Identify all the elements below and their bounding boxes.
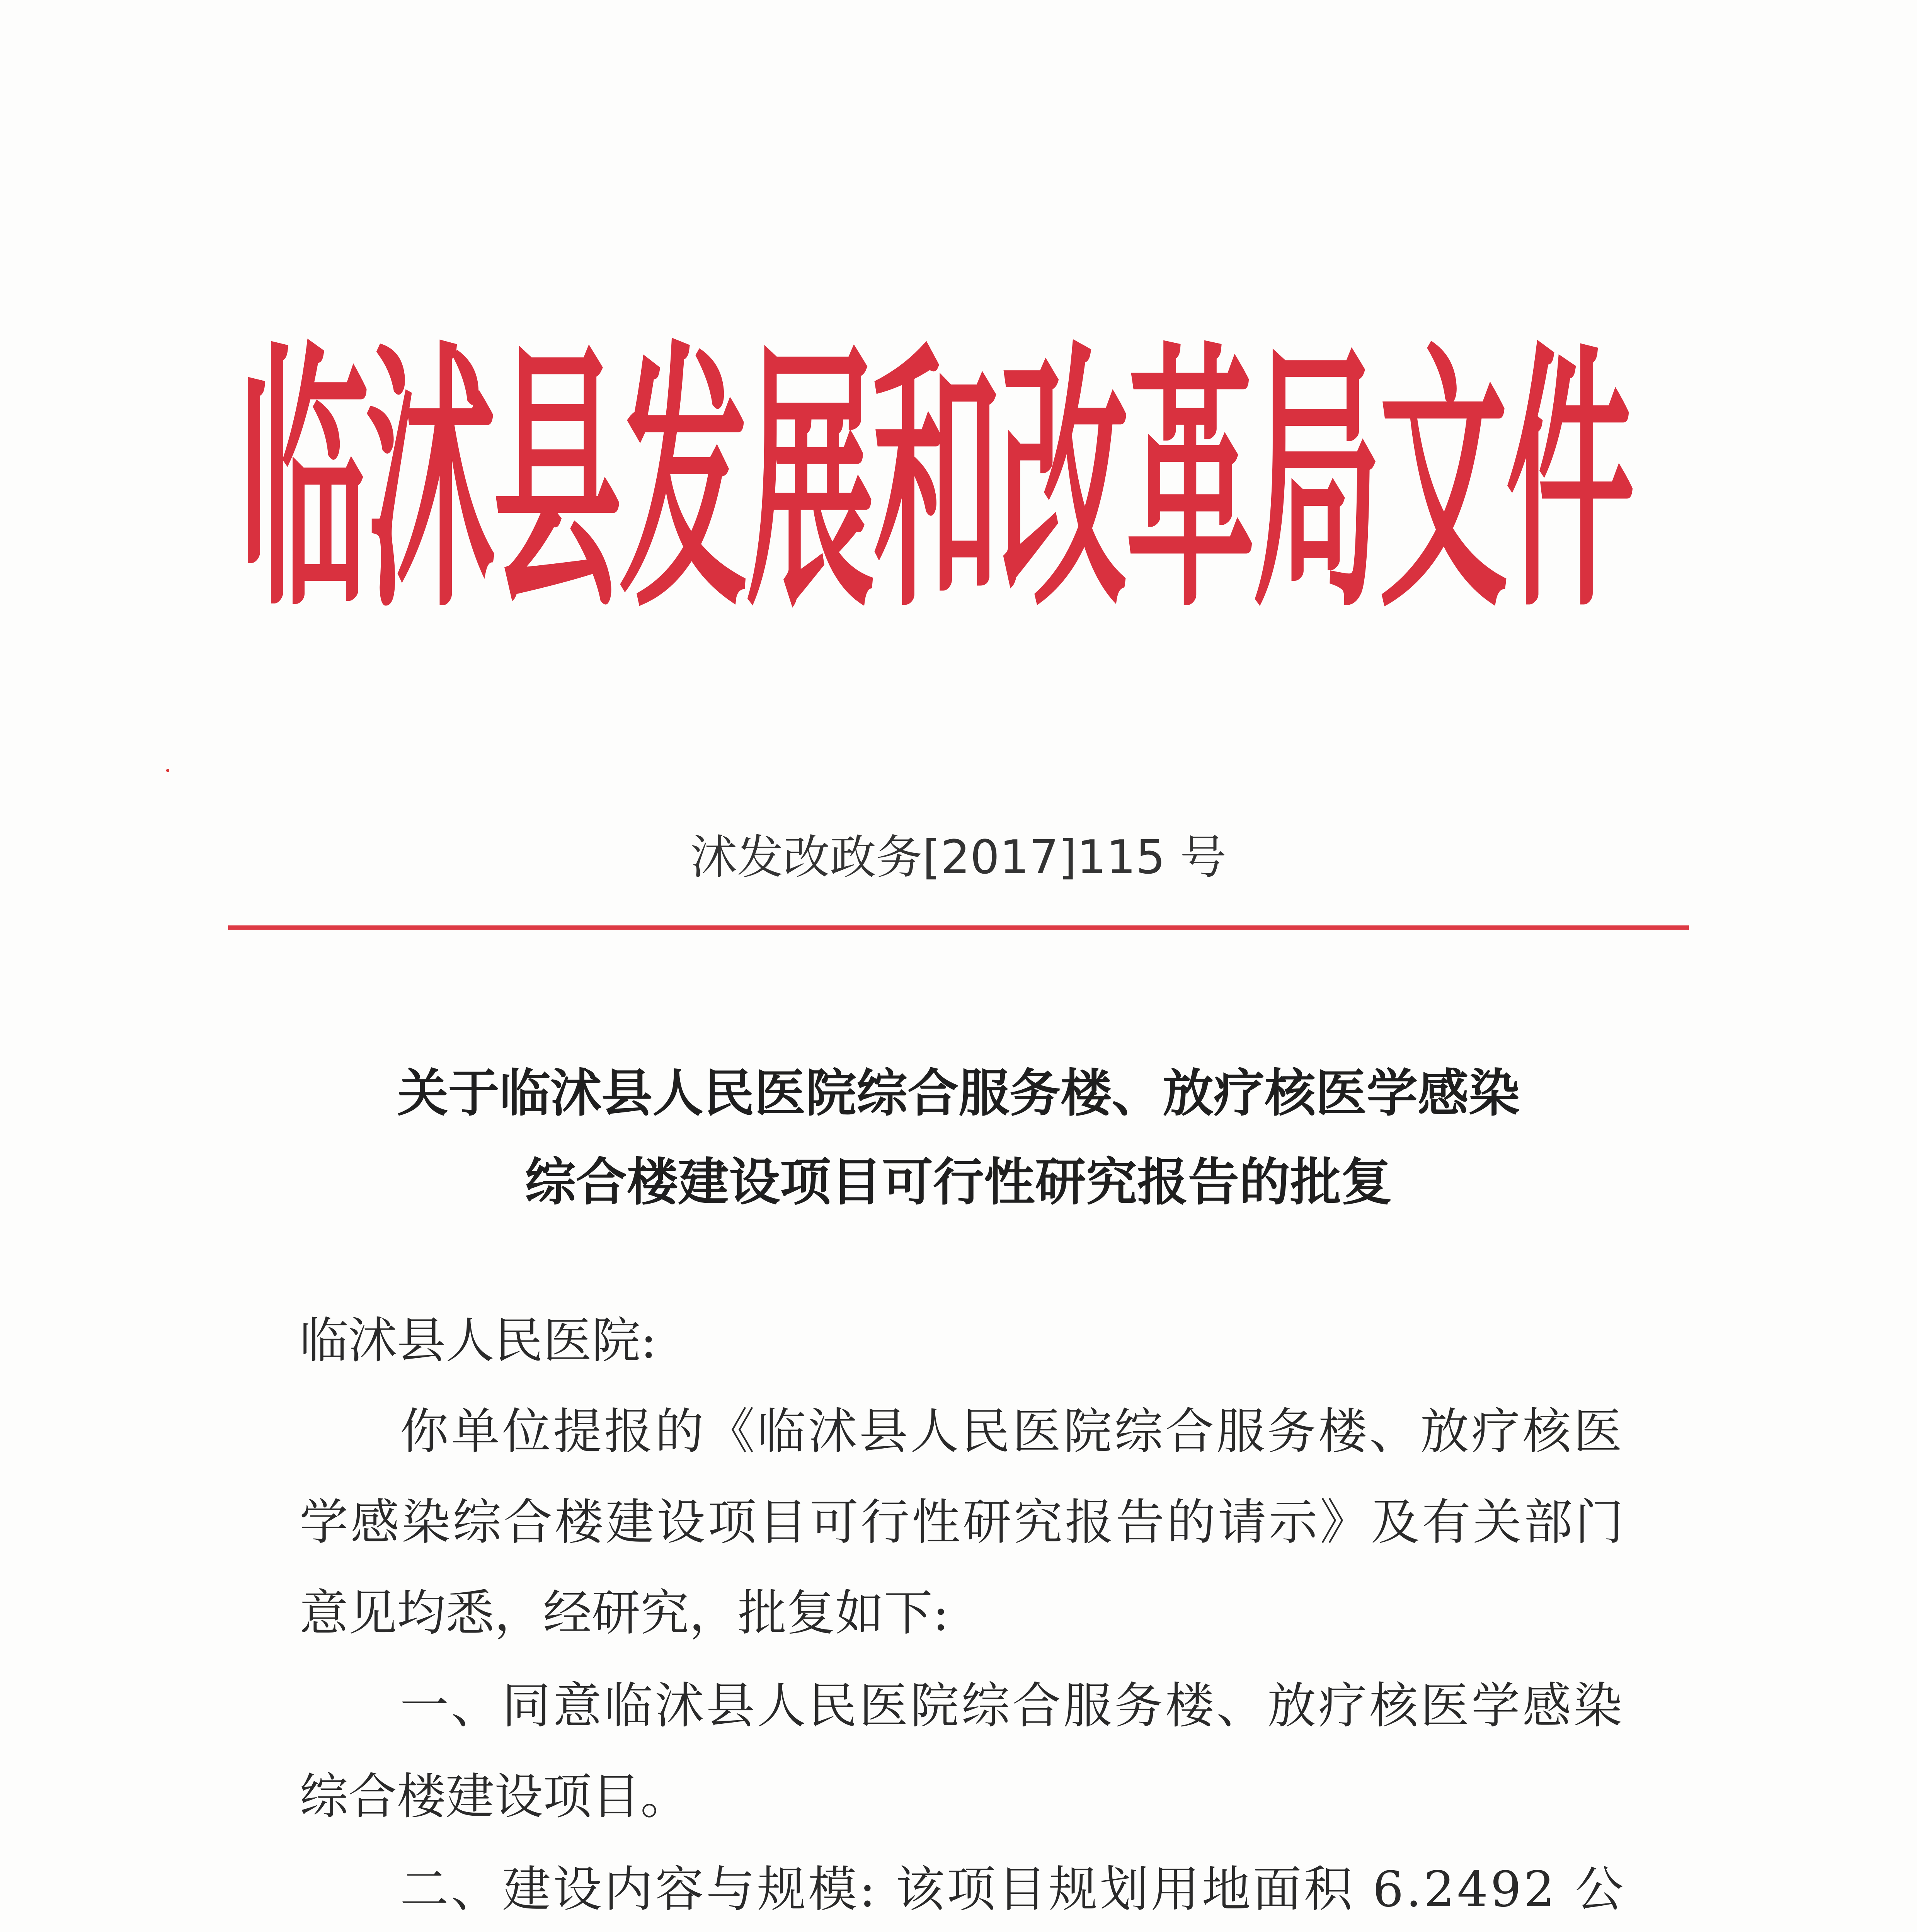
document-number: 沭发改政务[2017]115 号 — [690, 831, 1227, 884]
document-title-line-2: 综合楼建设项目可行性研究报告的批复 — [525, 1153, 1392, 1212]
paragraph-1-line: 你单位提报的《临沭县人民医院综合服务楼、放疗核医 — [400, 1403, 1624, 1460]
paragraph-1-line: 意见均悉，经研究，批复如下: — [300, 1585, 949, 1641]
document-title-line-1: 关于临沭县人民医院综合服务楼、放疗核医学感染 — [397, 1064, 1520, 1123]
paragraph-1-line: 学感染综合楼建设项目可行性研究报告的请示》及有关部门 — [300, 1494, 1626, 1551]
paragraph-3-line: 二、建设内容与规模: 该项目规划用地面积 6.2492 公 — [400, 1861, 1626, 1918]
header-divider — [228, 925, 1689, 930]
issuer-masthead: 临沭县发展和改革局文件 — [240, 321, 1633, 645]
paragraph-2-line: 综合楼建设项目。 — [300, 1768, 689, 1825]
red-speck — [166, 769, 169, 772]
paragraph-2-line: 一、同意临沭县人民医院综合服务楼、放疗核医学感染 — [400, 1677, 1624, 1734]
salutation: 临沭县人民医院: — [300, 1312, 657, 1369]
